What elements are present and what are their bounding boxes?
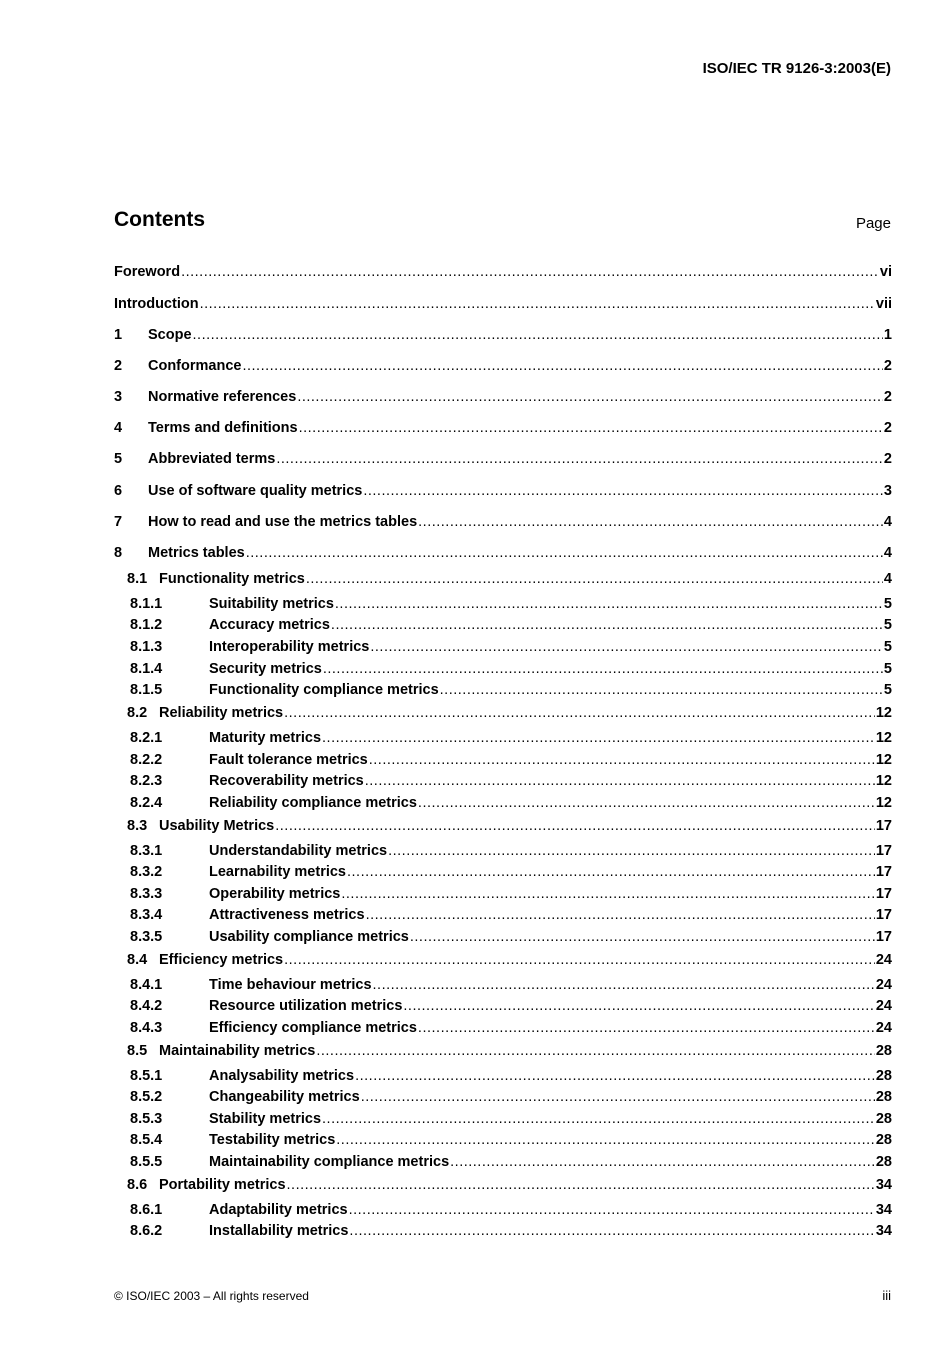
toc-entry-title: Usability Metrics [159,818,275,834]
toc-entry-title: Interoperability metrics [209,639,370,655]
toc-entry-page: 2 [883,451,892,467]
toc-entry[interactable] [114,1200,892,1220]
toc-entry[interactable] [114,543,892,563]
toc-entry-title: Reliability metrics [159,705,284,721]
toc-entry-page: 3 [883,483,892,499]
dot-leader [193,325,883,345]
toc-entry-number: 8.2.1 [130,730,163,746]
toc-entry[interactable] [114,1087,892,1107]
dot-leader [316,1041,875,1061]
toc-entry-title: Accuracy metrics [209,617,330,633]
dot-leader [322,1109,875,1129]
dot-leader [242,356,882,376]
toc-entry-number: 8.2.2 [130,752,163,768]
toc-entry-number: 8.2.3 [130,773,163,789]
dot-leader [366,905,875,925]
toc-entry[interactable] [114,1175,892,1195]
toc-entry-page: 1 [883,327,892,343]
toc-entry-number: 8.3.5 [130,929,163,945]
toc-entry[interactable] [114,975,892,995]
toc-entry-page: 17 [875,886,892,902]
toc-entry-title: Terms and definitions [148,420,298,436]
toc-entry-page: 5 [883,596,892,612]
toc-entry[interactable] [114,512,892,532]
toc-entry-page: 12 [875,705,892,721]
toc-entry[interactable] [114,905,892,925]
toc-entry[interactable] [114,569,892,589]
toc-entry-number: 8.4.1 [130,977,163,993]
toc-entry-title: Stability metrics [209,1111,322,1127]
toc-entry[interactable] [114,325,892,345]
toc-entry[interactable] [114,862,892,882]
document-id: ISO/IEC TR 9126-3:2003(E) [702,60,891,77]
toc-entry-title: Usability compliance metrics [209,929,409,945]
dot-leader [181,262,879,282]
toc-entry-title: Learnability metrics [209,864,346,880]
toc-entry[interactable] [114,816,892,836]
toc-entry-title: Use of software quality metrics [148,483,363,499]
toc-entry-page: 12 [875,752,892,768]
toc-entry-number: 8.3.1 [130,843,163,859]
toc-entry-number: 8.1.2 [130,617,163,633]
toc-entry-title: Attractiveness metrics [209,907,365,923]
toc-entry-number: 8.4 [127,952,148,968]
toc-entry-title: Introduction [114,296,199,312]
toc-entry[interactable] [114,728,892,748]
toc-entry-page: 17 [875,929,892,945]
toc-entry[interactable] [114,481,892,501]
toc-entry-page: 12 [875,795,892,811]
toc-entry-page: 17 [875,843,892,859]
toc-entry[interactable] [114,637,892,657]
dot-leader [363,481,883,501]
toc-entry-number: 8.5.5 [130,1154,163,1170]
toc-entry-number: 8.6.1 [130,1202,163,1218]
toc-entry-page: 12 [875,730,892,746]
toc-entry-title: Fault tolerance metrics [209,752,368,768]
page-column-label: Page [855,215,891,232]
copyright-notice: © ISO/IEC 2003 – All rights reserved [114,1289,309,1303]
toc-entry[interactable] [114,356,892,376]
dot-leader [347,862,875,882]
toc-entry[interactable] [114,1066,892,1086]
toc-entry-title: Maintainability metrics [159,1043,316,1059]
toc-entry-number: 8.1.1 [130,596,163,612]
dot-leader [418,512,883,532]
toc-entry-title: Time behaviour metrics [209,977,372,993]
toc-entry-title: Functionality metrics [159,571,305,587]
toc-entry-page: 2 [883,358,892,374]
toc-entry[interactable] [114,680,892,700]
toc-entry[interactable] [114,615,892,635]
toc-entry-title: Changeability metrics [209,1089,360,1105]
toc-entry-number: 8 [114,545,123,561]
contents-title: Contents [114,208,205,231]
dot-leader [361,1087,875,1107]
dot-leader [331,615,883,635]
toc-entry[interactable] [114,927,892,947]
toc-entry-number: 8.3.3 [130,886,163,902]
toc-entry[interactable] [114,659,892,679]
toc-entry-title: Installability metrics [209,1223,349,1239]
toc-entry[interactable] [114,418,892,438]
toc-entry-title: Functionality compliance metrics [209,682,439,698]
toc-entry-title: Metrics tables [148,545,245,561]
toc-entry-page: 5 [883,682,892,698]
dot-leader [276,449,883,469]
toc-entry-title: Maintainability compliance metrics [209,1154,450,1170]
dot-leader [349,1221,874,1241]
dot-leader [369,750,875,770]
toc-entry-page: 24 [875,1020,892,1036]
toc-entry-title: Efficiency metrics [159,952,284,968]
toc-entry-number: 8.1.4 [130,661,163,677]
toc-entry-page: 24 [875,977,892,993]
toc-entry-page: 24 [875,952,892,968]
toc-entry-number: 8.2.4 [130,795,163,811]
dot-leader [355,1066,875,1086]
toc-entry-title: Maturity metrics [209,730,322,746]
toc-entry-title: Abbreviated terms [148,451,276,467]
dot-leader [370,637,883,657]
toc-entry-number: 8.1 [127,571,148,587]
toc-entry-title: Recoverability metrics [209,773,364,789]
toc-entry-page: 28 [875,1111,892,1127]
toc-entry-number: 5 [114,451,123,467]
toc-entry[interactable] [114,1109,892,1129]
toc-entry-page: 28 [875,1068,892,1084]
toc-entry-page: 5 [883,661,892,677]
dot-leader [349,1200,875,1220]
toc-entry-page: 24 [875,998,892,1014]
toc-entry-title: Testability metrics [209,1132,336,1148]
toc-entry-number: 8.5.4 [130,1132,163,1148]
toc-entry-page: 4 [883,514,892,530]
toc-entry-title: Adaptability metrics [209,1202,348,1218]
toc-entry[interactable] [114,1018,892,1038]
toc-entry[interactable] [114,771,892,791]
dot-leader [410,927,875,947]
toc-entry-page: 28 [875,1089,892,1105]
toc-entry-page: 12 [875,773,892,789]
toc-entry-page: 28 [875,1132,892,1148]
toc-entry-number: 8.3.2 [130,864,163,880]
toc-entry-page: vii [875,296,892,312]
toc-entry[interactable] [114,294,892,314]
toc-entry-page: 17 [875,818,892,834]
toc-entry-page: 2 [883,389,892,405]
dot-leader [418,1018,875,1038]
toc-entry-number: 8.5.1 [130,1068,163,1084]
toc-entry-page: 34 [875,1223,892,1239]
toc-entry-number: 2 [114,358,123,374]
toc-entry-number: 8.4.3 [130,1020,163,1036]
dot-leader [287,1175,875,1195]
toc-entry-number: 8.5.3 [130,1111,163,1127]
dot-leader [297,387,883,407]
toc-entry-page: 28 [875,1154,892,1170]
toc-entry-number: 3 [114,389,123,405]
toc-entry[interactable] [114,387,892,407]
dot-leader [322,728,875,748]
dot-leader [275,816,875,836]
dot-leader [365,771,875,791]
toc-entry-title: Foreword [114,264,181,280]
toc-entry[interactable] [114,449,892,469]
toc-entry[interactable] [114,884,892,904]
toc-entry[interactable] [114,996,892,1016]
toc-entry-page: 34 [875,1177,892,1193]
toc-entry-number: 8.3 [127,818,148,834]
page-number: iii [882,1288,891,1303]
toc-entry-page: 4 [883,545,892,561]
toc-entry[interactable] [114,793,892,813]
toc-entry-title: How to read and use the metrics tables [148,514,418,530]
toc-entry[interactable] [114,703,892,723]
toc-entry-title: Efficiency compliance metrics [209,1020,417,1036]
toc-entry-title: Security metrics [209,661,322,677]
toc-entry-title: Analysability metrics [209,1068,355,1084]
toc-entry-page: 2 [883,420,892,436]
dot-leader [306,569,883,589]
toc-entry-title: Normative references [148,389,297,405]
toc-entry-title: Portability metrics [159,1177,286,1193]
toc-entry-number: 6 [114,483,123,499]
toc-entry-title: Reliability compliance metrics [209,795,417,811]
dot-leader [323,659,883,679]
toc-entry[interactable] [114,841,892,861]
toc-entry-page: 28 [875,1043,892,1059]
toc-entry[interactable] [114,1152,892,1172]
toc-entry-number: 1 [114,327,123,343]
toc-entry-page: vi [879,264,892,280]
toc-entry-page: 17 [875,907,892,923]
toc-entry-number: 8.4.2 [130,998,163,1014]
toc-entry-page: 17 [875,864,892,880]
dot-leader [418,793,875,813]
dot-leader [336,1130,875,1150]
toc-entry[interactable] [114,1041,892,1061]
toc-entry-title: Suitability metrics [209,596,334,612]
dot-leader [246,543,883,563]
toc-entry-number: 8.5.2 [130,1089,163,1105]
toc-entry-title: Scope [148,327,192,343]
toc-entry[interactable] [114,950,892,970]
toc-entry-title: Conformance [148,358,242,374]
toc-entry[interactable] [114,262,892,282]
toc-entry-number: 8.1.3 [130,639,163,655]
toc-entry[interactable] [114,1130,892,1150]
toc-entry-number: 8.6 [127,1177,148,1193]
dot-leader [200,294,875,314]
toc-entry[interactable] [114,1221,892,1241]
toc-entry-title: Understandability metrics [209,843,388,859]
toc-entry-number: 4 [114,420,123,436]
toc-entry[interactable] [114,750,892,770]
toc-entry-page: 34 [875,1202,892,1218]
toc-entry-number: 8.5 [127,1043,148,1059]
toc-entry[interactable] [114,594,892,614]
toc-entry-number: 8.3.4 [130,907,163,923]
toc-entry-number: 8.1.5 [130,682,163,698]
dot-leader [341,884,875,904]
dot-leader [450,1152,875,1172]
dot-leader [284,950,875,970]
dot-leader [373,975,875,995]
toc-entry-number: 7 [114,514,123,530]
toc-entry-page: 5 [883,639,892,655]
dot-leader [335,594,883,614]
toc-entry-title: Operability metrics [209,886,341,902]
dot-leader [284,703,875,723]
dot-leader [440,680,883,700]
toc-entry-page: 5 [883,617,892,633]
toc-entry-page: 4 [883,571,892,587]
dot-leader [299,418,883,438]
toc-entry-title: Resource utilization metrics [209,998,403,1014]
dot-leader [388,841,875,861]
dot-leader [403,996,874,1016]
toc-entry-number: 8.2 [127,705,148,721]
toc-entry-number: 8.6.2 [130,1223,163,1239]
